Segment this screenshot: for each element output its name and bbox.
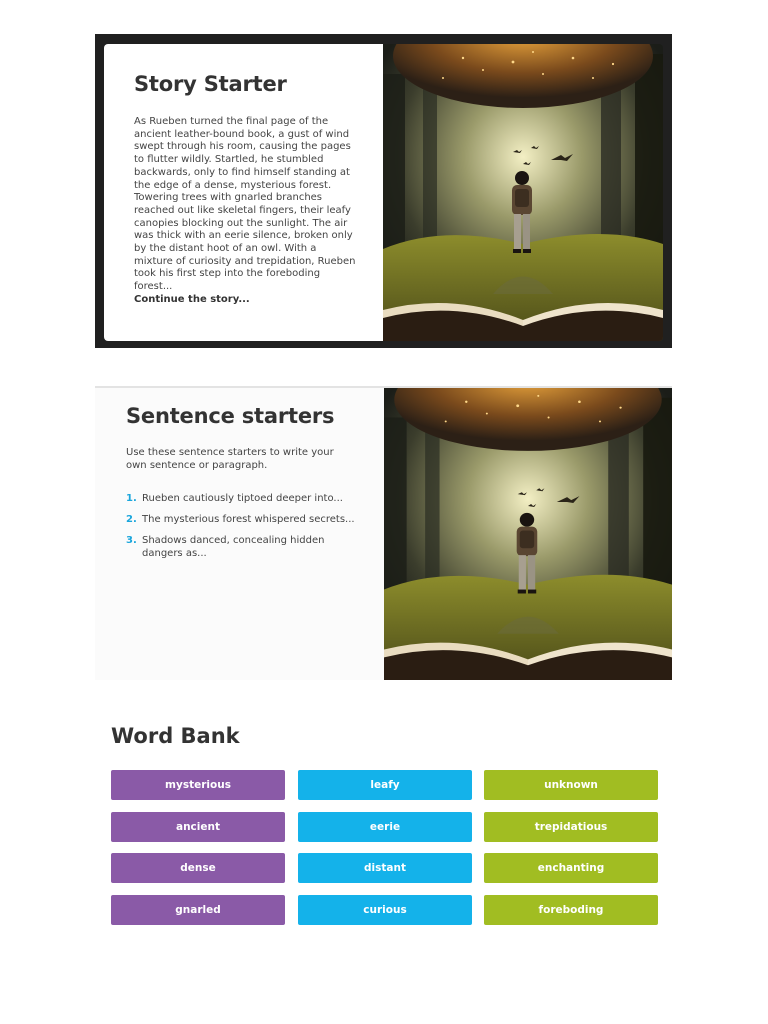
sentence-starters-title: Sentence starters [126,404,335,428]
list-item-text: Shadows danced, concealing hidden dangers as... [142,535,325,559]
forest-illustration [383,44,663,341]
word-chip[interactable]: leafy [298,770,472,800]
list-item-text: The mysterious forest whispered secrets... [142,514,355,525]
list-number: 1. [126,493,137,504]
word-chip[interactable]: gnarled [111,895,285,925]
sentence-starters-list [126,492,356,568]
word-chip[interactable]: foreboding [484,895,658,925]
story-body: As Rueben turned the final page of the ancient leather-bound book, a gust of wind swept through his room, causing the pages to flutter wildly. Startled, he stumbled backwards, only to find himself standing at the edge of a dense, mysterious forest. Towering trees with gnarled branches reached out like skeletal fingers, their leafy canopies blocking out the sunlight. The air was thick with an eerie silence, broken only by the distant hoot of an owl. With a mixture of curiosity and trepidation, Rueben took his first step into the foreboding forest... [134,116,356,293]
word-chip[interactable]: ancient [111,812,285,842]
continue-story-prompt: Continue the story... [134,294,250,305]
word-chip[interactable]: mysterious [111,770,285,800]
story-starter-card [95,34,672,348]
list-item [126,534,356,560]
word-chip[interactable]: dense [111,853,285,883]
sentence-starters-card [95,386,672,680]
word-chip[interactable]: enchanting [484,853,658,883]
word-chip[interactable]: distant [298,853,472,883]
story-text-panel [104,44,383,341]
word-chip[interactable]: curious [298,895,472,925]
list-item [126,513,356,526]
list-item-text: Rueben cautiously tiptoed deeper into... [142,493,343,504]
list-item [126,492,356,505]
word-chip[interactable]: unknown [484,770,658,800]
list-number: 2. [126,514,137,525]
word-chip[interactable]: trepidatious [484,812,658,842]
story-starter-title: Story Starter [134,72,287,96]
list-number: 3. [126,535,137,546]
sentence-starters-intro: Use these sentence starters to write your own sentence or paragraph. [126,447,334,471]
word-bank-title: Word Bank [111,724,240,748]
word-chip[interactable]: eerie [298,812,472,842]
forest-illustration [384,388,672,680]
